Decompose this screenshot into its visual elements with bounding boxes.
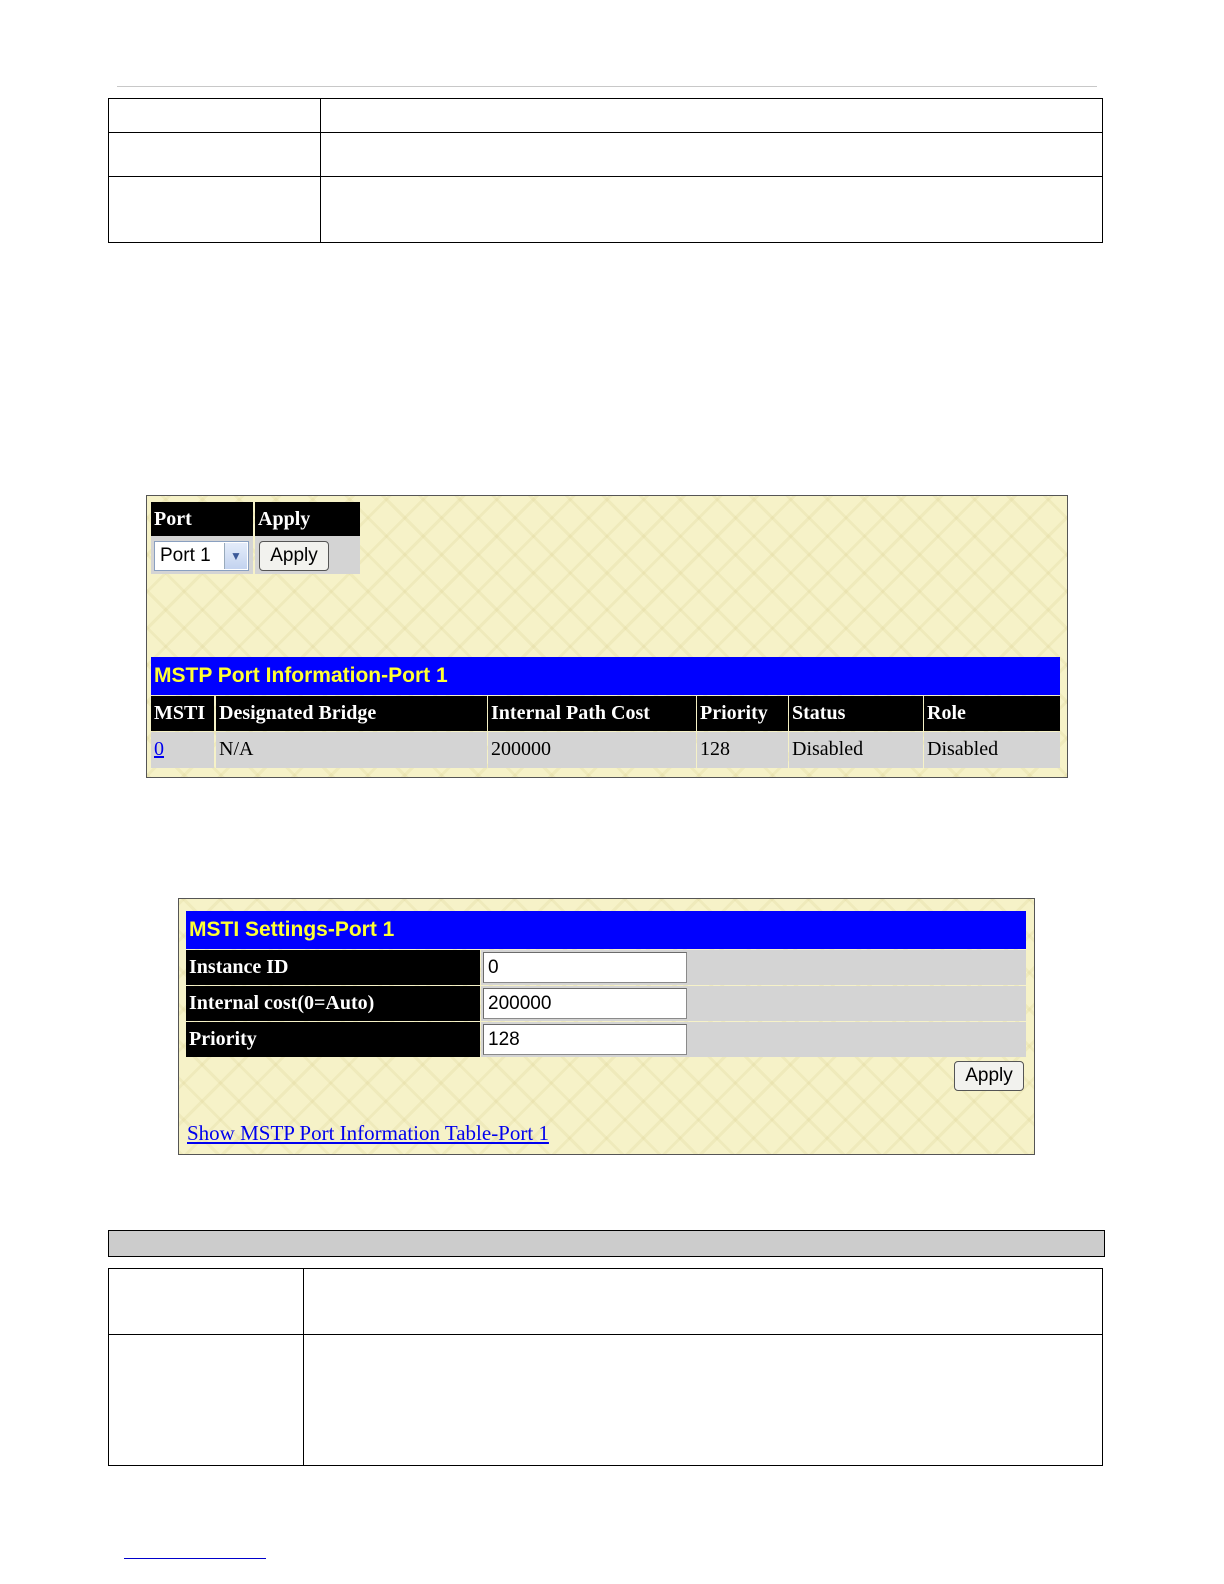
role-cell: Disabled [924,732,1060,768]
internal-path-cost-cell: 200000 [488,732,696,768]
msti-apply-button[interactable]: Apply [954,1061,1024,1091]
priority-label: Priority [186,1022,480,1057]
chevron-down-icon[interactable]: ▼ [224,543,247,569]
msti-link[interactable]: 0 [154,738,164,760]
gray-table-header [108,1230,1105,1257]
internal-cost-label: Internal cost(0=Auto) [186,986,480,1021]
priority-cell: 128 [697,732,788,768]
show-table-link[interactable]: Show MSTP Port Information Table-Port 1 [187,1121,549,1145]
port-header: Port [151,502,253,536]
port-information-title: MSTP Port Information-Port 1 [151,657,1060,695]
apply-header: Apply [255,502,360,536]
port-select-value: Port 1 [160,545,211,566]
mstp-port-information-panel [146,495,1068,778]
msti-settings-title: MSTI Settings-Port 1 [186,911,1026,949]
top-parameter-table [108,98,1103,243]
instance-id-label: Instance ID [186,950,480,985]
column-designated-bridge: Designated Bridge [216,696,487,731]
designated-bridge-cell: N/A [216,732,487,768]
msti-settings-panel [178,898,1035,1155]
column-status: Status [789,696,923,731]
priority-input[interactable]: 128 [483,1024,687,1055]
instance-id-input[interactable]: 0 [483,952,687,983]
port-select[interactable] [154,541,249,571]
column-priority: Priority [697,696,788,731]
status-cell: Disabled [789,732,923,768]
column-role: Role [924,696,1060,731]
bottom-parameter-table [108,1268,1103,1466]
column-internal-path-cost: Internal Path Cost [488,696,696,731]
port-apply-button[interactable]: Apply [259,541,329,571]
footer-rule [124,1558,266,1559]
column-msti: MSTI [151,696,214,731]
header-rule [117,86,1097,87]
msti-cell [151,732,214,768]
internal-cost-input[interactable]: 200000 [483,988,687,1019]
